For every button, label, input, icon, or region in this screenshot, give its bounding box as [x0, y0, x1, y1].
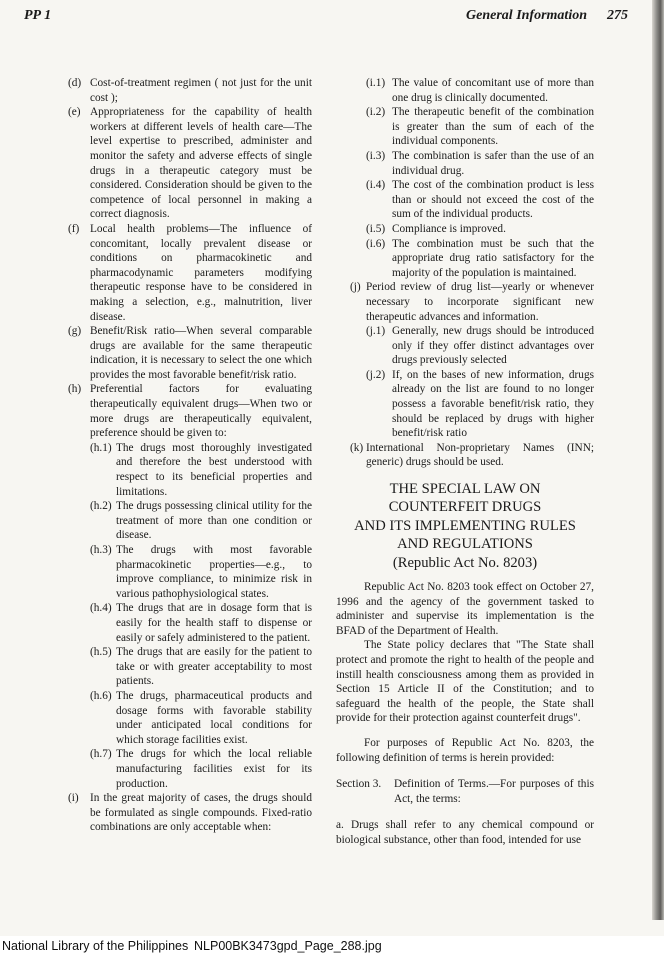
item-text: In the great majority of cases, the drugs should be formulated as single compounds. Fixed-ratio combinations are only acceptable when: — [90, 792, 312, 834]
sub-text: The combination is safer than the use of an individual drug. — [392, 149, 594, 177]
item-label: (d) — [68, 77, 82, 89]
footer-library: National Library of the Philippines — [2, 939, 189, 953]
sub-item-h4 — [68, 601, 312, 645]
sub-label: (h.3) — [90, 544, 112, 556]
list-item-d — [68, 76, 312, 105]
sub-item-i1 — [336, 76, 594, 105]
left-column — [68, 76, 312, 835]
section-3 — [336, 777, 594, 806]
sub-item-i5 — [336, 222, 594, 237]
sub-item-i2 — [336, 105, 594, 149]
sub-text: The drugs most thoroughly investigated and therefore the best understood with respect to its beneficial properties and limitations. — [116, 441, 312, 498]
sub-label: (h.5) — [90, 646, 112, 659]
sub-item-i4 — [336, 178, 594, 222]
list-item-k — [336, 441, 594, 470]
sub-label: (i.5) — [366, 222, 386, 235]
page-edge-shadow — [652, 0, 664, 920]
heading-line: (Republic Act No. 8203) — [392, 554, 538, 571]
sub-item-j1 — [336, 324, 594, 368]
sub-text: If, on the bases of new information, drugs already on the list are found to no longer possess a favorable benefit/risk ratio, they should be replaced by drugs with higher benefit/risk ratio — [392, 368, 594, 440]
sub-text: The value of concomitant use of more than one drug is clinically documented. — [392, 77, 594, 104]
sub-label: (h.6) — [90, 689, 112, 702]
sub-text: The combination must be such that the appropriate drug ratio satisfactory for the majority of the population is maintained. — [392, 237, 594, 279]
right-column — [336, 76, 594, 848]
item-label: (k) — [350, 441, 364, 454]
heading-line: AND ITS IMPLEMENTING RULES — [354, 517, 576, 534]
sub-item-h2 — [68, 499, 312, 543]
paragraph-a: a. Drugs shall refer to any chemical compound or biological substance, other than food, intended for use — [336, 819, 594, 846]
sub-item-h7 — [68, 747, 312, 791]
section-heading — [336, 480, 594, 572]
sub-label: (h.4) — [90, 602, 112, 615]
sub-label: (i.2) — [366, 106, 386, 119]
section-label: Section 3. — [336, 778, 382, 791]
item-text: Benefit/Risk ratio—When several comparable drugs are available for the same therapeutic indication, it is necessary to select the one which provides the most favorable benefit/risk ratio. — [90, 325, 312, 381]
sub-text: The drugs, pharmaceutical products and dosage forms with favorable stability under anticipated local conditions for which storage facilities exist. — [116, 689, 312, 746]
item-text: Cost-of-treatment regimen ( not just for the unit cost ); — [90, 77, 312, 104]
sub-label: (h.2) — [90, 500, 112, 513]
item-label: (e) — [68, 106, 81, 119]
sub-item-j2 — [336, 368, 594, 441]
sub-item-i3 — [336, 149, 594, 178]
scan-footer — [0, 936, 664, 957]
sub-item-h3 — [68, 543, 312, 601]
sub-item-h6 — [68, 689, 312, 747]
list-item-f — [68, 222, 312, 324]
sub-text: The drugs with most favorable pharmacokinetic properties—e.g., to improve compliance, to minimize risk in various pathophysiological states. — [116, 544, 312, 600]
sub-text: Generally, new drugs should be introduced only if they offer distinct advantages over drugs previously selected — [392, 325, 594, 367]
sub-text: Compliance is improved. — [392, 222, 506, 235]
sub-text: The drugs for which the local reliable manufacturing facilities exist for its production. — [116, 748, 312, 790]
sub-item-h1 — [68, 441, 312, 499]
sub-item-h5 — [68, 645, 312, 689]
sub-text: The drugs possessing clinical utility for the treatment of more than one condition or disease. — [116, 500, 312, 542]
item-text: Period review of drug list—yearly or whenever necessary to incorporate significant new therapeutic advances and information. — [366, 281, 594, 323]
paragraph: Republic Act No. 8203 took effect on October 27, 1996 and the agency of the government tasked to administer and supervise its implementation is the BFAD of the Department of Health. — [336, 581, 594, 637]
list-item-i — [68, 791, 312, 835]
header-title: General Information — [466, 8, 587, 23]
sub-text: The drugs that are easily for the patient to take or with greater acceptability to most patients. — [116, 646, 312, 688]
item-label: (h) — [68, 383, 82, 396]
sub-text: The drugs that are in dosage form that is easily for the health staff to dispense or easily or safely administered to the patient. — [116, 602, 312, 644]
sub-text: The cost of the combination product is less than or should not exceed the cost of the sum of the individual products. — [392, 179, 594, 221]
paragraph: For purposes of Republic Act No. 8203, the following definition of terms is herein provided: — [336, 737, 594, 764]
item-label: (i) — [68, 792, 79, 805]
header-section-code: PP 1 — [24, 8, 52, 23]
item-label: (f) — [68, 222, 80, 235]
heading-line: THE SPECIAL LAW ON — [389, 481, 541, 498]
sub-label: (i.1) — [366, 77, 386, 89]
item-text: Preferential factors for evaluating therapeutically equivalent drugs—When two or more drugs are therapeutically equivalent, preference should be given to: — [90, 383, 312, 440]
running-header — [0, 8, 650, 30]
item-label: (j) — [350, 281, 361, 294]
list-item-h — [68, 382, 312, 440]
heading-line: COUNTERFEIT DRUGS — [388, 499, 542, 516]
sub-text: The therapeutic benefit of the combination is greater than the sum of each of the individual components. — [392, 106, 594, 148]
sub-label: (i.3) — [366, 149, 386, 162]
item-text: Local health problems—The influence of concomitant, locally prevalent disease or conditions on pharmacokinetic and pharmacodynamic parameters modifying therapeutic response have to be considered in making a selection, e.g., malnutrition, liver disease. — [90, 222, 312, 323]
footer-filename: NLP00BK3473gpd_Page_288.jpg — [194, 939, 382, 953]
item-text: Appropriateness for the capability of health workers at different levels of health care—The level expertise to prescribed, administer and monitor the safety and adverse effects of single drugs in a therapeutic category must be considered. Consideration should be given to the competence of local personnel in making a correct diagnosis. — [90, 106, 312, 221]
item-label: (g) — [68, 325, 82, 338]
list-item-j — [336, 280, 594, 324]
paragraph: The State policy declares that "The State shall protect and promote the right to health of the people and instill health consciousness among them as provided in Section 15 Article II of the Constitution; and to safeguard the health of the people, the State shall provide for their protection against counterfeit drugs". — [336, 639, 594, 725]
sub-label: (h.7) — [90, 748, 112, 761]
page-number: 275 — [607, 8, 628, 23]
section-text: Definition of Terms.—For purposes of this Act, the terms: — [394, 778, 594, 805]
sub-label: (i.6) — [366, 237, 386, 250]
heading-line: AND REGULATIONS — [397, 536, 533, 553]
list-item-g — [68, 324, 312, 382]
sub-label: (j.1) — [366, 325, 386, 338]
item-text: International Non-proprietary Names (INN; generic) drugs should be used. — [366, 441, 594, 469]
sub-item-i6 — [336, 237, 594, 281]
list-item-e — [68, 105, 312, 222]
sub-label: (j.2) — [366, 368, 386, 381]
sub-label: (h.1) — [90, 441, 112, 454]
sub-label: (i.4) — [366, 179, 386, 192]
